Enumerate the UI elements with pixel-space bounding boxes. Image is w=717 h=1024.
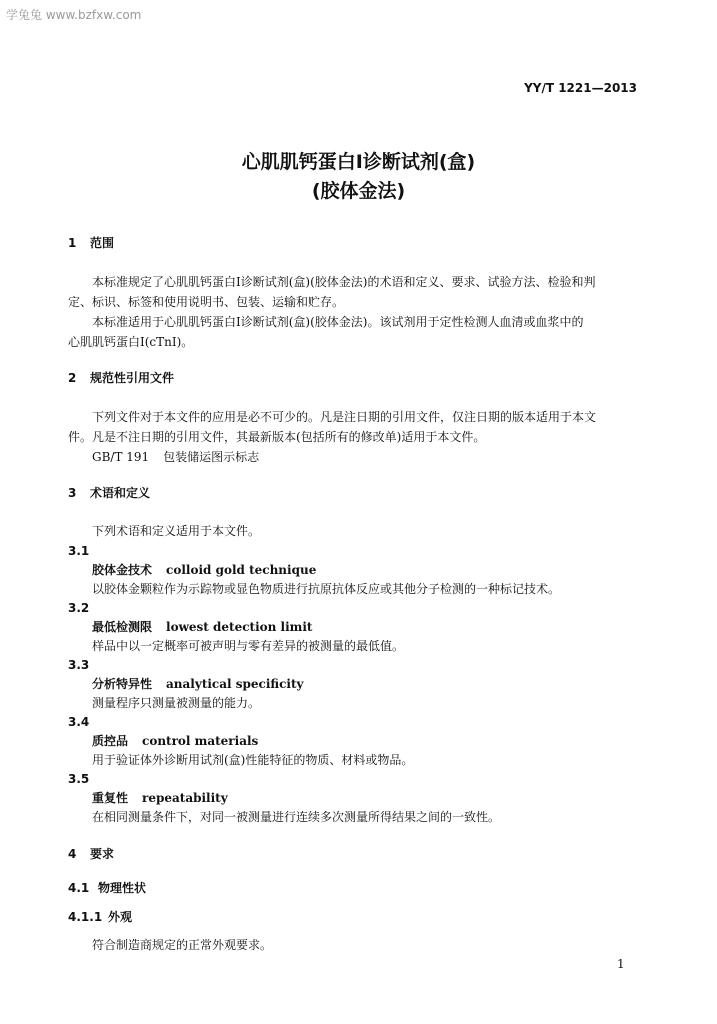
section-4-heading xyxy=(68,848,114,860)
term-entry xyxy=(92,621,312,633)
page-number: 1 xyxy=(617,957,625,971)
normative-reference xyxy=(92,451,259,463)
paragraph-line: 符合制造商规定的正常外观要求。 xyxy=(92,938,273,952)
paragraph-line: 下列文件对于本文件的应用是必不可少的。凡是注日期的引用文件，仅注日期的版本适用于本文 xyxy=(92,410,597,424)
paragraph-line: 心肌肌钙蛋白Ⅰ(cTnI)。 xyxy=(68,335,194,349)
term-en: lowest detection limit xyxy=(166,620,313,634)
term-definition: 用于验证体外诊断用试剂(盒)性能特征的物质、材料或物品。 xyxy=(92,753,414,767)
paragraph-line: 下列术语和定义适用于本文件。 xyxy=(92,524,261,538)
term-entry xyxy=(92,678,304,690)
term-definition: 测量程序只测量被测量的能力。 xyxy=(92,696,261,710)
term-definition: 样品中以一定概率可被声明与零有差异的被测量的最低值。 xyxy=(92,639,405,653)
term-number: 3.3 xyxy=(68,658,90,672)
subsection-title: 外观 xyxy=(108,910,133,924)
paragraph-line: 定、标识、标签和使用说明书、包装、运输和贮存。 xyxy=(68,295,345,309)
paragraph-line: 本标准适用于心肌肌钙蛋白Ⅰ诊断试剂(盒)(胶体金法)。该试剂用于定性检测人血清或血浆中的 xyxy=(92,315,584,329)
term-zh: 质控品 xyxy=(92,734,129,748)
term-number: 3.1 xyxy=(68,544,90,558)
term-entry xyxy=(92,792,228,804)
subsection-number: 4.1.1 xyxy=(68,910,103,924)
term-number: 3.2 xyxy=(68,601,90,615)
subsection-title: 物理性状 xyxy=(98,881,147,895)
paragraph-line: 件。凡是不注日期的引用文件，其最新版本(包括所有的修改单)适用于本文件。 xyxy=(68,430,486,444)
subsection-4-1-heading xyxy=(68,882,146,894)
section-title: 要求 xyxy=(90,847,115,861)
standard-code: YY/T 1221—2013 xyxy=(524,81,637,95)
term-en: repeatability xyxy=(142,791,228,805)
term-en: colloid gold technique xyxy=(166,563,317,577)
term-zh: 最低检测限 xyxy=(92,620,153,634)
term-entry xyxy=(92,735,258,747)
term-zh: 胶体金技术 xyxy=(92,563,153,577)
term-entry xyxy=(92,564,316,576)
term-zh: 分析特异性 xyxy=(92,677,153,691)
term-en: analytical specificity xyxy=(166,677,304,691)
reference-title: 包装储运图示标志 xyxy=(163,450,260,464)
section-1-heading xyxy=(68,237,114,249)
term-number: 3.5 xyxy=(68,772,90,786)
term-en: control materials xyxy=(142,734,259,748)
document-title: 心肌肌钙蛋白Ⅰ诊断试剂(盒) xyxy=(241,151,476,173)
term-definition: 在相同测量条件下，对同一被测量进行连续多次测量所得结果之间的一致性。 xyxy=(92,810,501,824)
term-number: 3.4 xyxy=(68,715,90,729)
subsection-number: 4.1 xyxy=(68,881,90,895)
section-title: 术语和定义 xyxy=(90,486,151,500)
section-number: 2 xyxy=(68,371,77,385)
term-definition: 以胶体金颗粒作为示踪物或显色物质进行抗原抗体反应或其他分子检测的一种标记技术。 xyxy=(92,582,561,596)
section-number: 3 xyxy=(68,486,77,500)
document-subtitle: (胶体金法) xyxy=(311,180,406,202)
section-3-heading xyxy=(68,487,150,499)
section-title: 规范性引用文件 xyxy=(90,371,175,385)
paragraph-line: 本标准规定了心肌肌钙蛋白Ⅰ诊断试剂(盒)(胶体金法)的术语和定义、要求、试验方法、检验和判 xyxy=(92,275,596,289)
watermark-text: 学兔兔 www.bzfxw.com xyxy=(6,8,142,22)
section-2-heading xyxy=(68,372,174,384)
term-zh: 重复性 xyxy=(92,791,129,805)
subsection-4-1-1-heading xyxy=(68,911,132,923)
section-title: 范围 xyxy=(90,236,115,250)
section-number: 4 xyxy=(68,847,77,861)
section-number: 1 xyxy=(68,236,77,250)
reference-code: GB/T 191 xyxy=(92,450,150,464)
